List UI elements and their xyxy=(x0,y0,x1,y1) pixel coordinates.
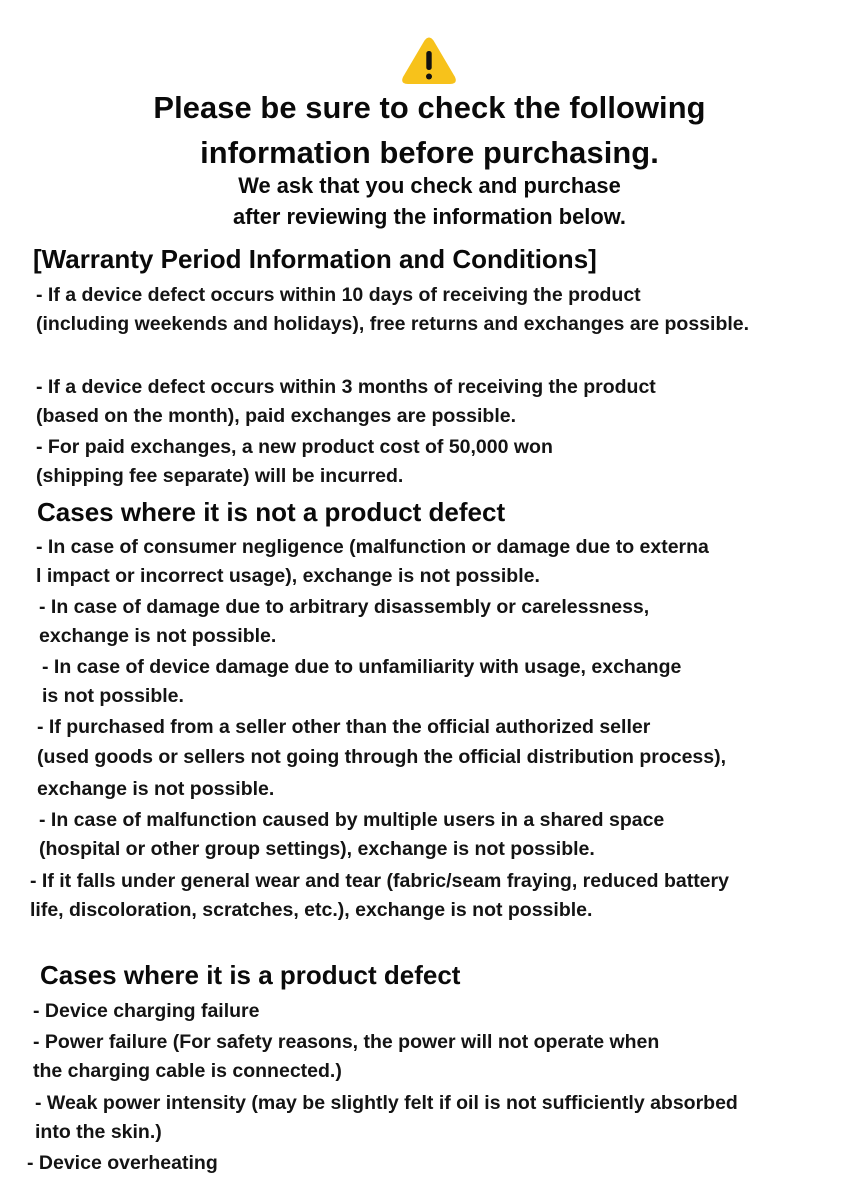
defect-line: - Weak power intensity (may be slightly felt if oil is not sufficiently absorbed xyxy=(35,1092,738,1114)
page-title-line-2: information before purchasing. xyxy=(200,135,659,170)
warranty-line: (based on the month), paid exchanges are possible. xyxy=(36,405,517,427)
page-subtitle-line-2: after reviewing the information below. xyxy=(233,204,626,229)
warranty-section-title: [Warranty Period Information and Conditions] xyxy=(33,244,597,274)
not-defect-line: - If purchased from a seller other than the official authorized seller xyxy=(37,716,651,738)
not-defect-line: l impact or incorrect usage), exchange is not possible. xyxy=(36,565,540,587)
warranty-line: - If a device defect occurs within 3 months of receiving the product xyxy=(36,376,656,398)
page-subtitle-line-1: We ask that you check and purchase xyxy=(238,173,621,198)
defect-line: the charging cable is connected.) xyxy=(33,1060,342,1082)
not-defect-line: (hospital or other group settings), exchange is not possible. xyxy=(39,838,595,860)
not-defect-line: - In case of damage due to arbitrary disassembly or carelessness, xyxy=(39,596,650,618)
defect-line: - Device charging failure xyxy=(33,1000,260,1022)
not-defect-line: is not possible. xyxy=(42,685,184,707)
not-defect-line: - In case of malfunction caused by multiple users in a shared space xyxy=(39,809,665,831)
not-defect-line: (used goods or sellers not going through the official distribution process), xyxy=(37,746,727,768)
warning-icon xyxy=(400,36,458,86)
not-defect-line: - If it falls under general wear and tear (fabric/seam fraying, reduced battery xyxy=(30,870,729,892)
warranty-line: (shipping fee separate) will be incurred. xyxy=(36,465,404,487)
warranty-line: - If a device defect occurs within 10 days of receiving the product xyxy=(36,284,641,306)
defect-line: into the skin.) xyxy=(35,1121,162,1143)
not-defect-line: - In case of consumer negligence (malfunction or damage due to externa xyxy=(36,536,709,558)
not-defect-line: life, discoloration, scratches, etc.), exchange is not possible. xyxy=(30,899,593,921)
page-title-line-1: Please be sure to check the following xyxy=(153,90,706,125)
defect-line: - Device overheating xyxy=(27,1152,218,1174)
defect-section-title: Cases where it is a product defect xyxy=(40,960,461,990)
not-defect-section-title: Cases where it is not a product defect xyxy=(37,497,506,527)
not-defect-line: - In case of device damage due to unfamiliarity with usage, exchange xyxy=(42,656,682,678)
defect-line: - Power failure (For safety reasons, the power will not operate when xyxy=(33,1031,660,1053)
not-defect-line: exchange is not possible. xyxy=(39,625,277,647)
not-defect-line: exchange is not possible. xyxy=(37,778,275,800)
warranty-line: - For paid exchanges, a new product cost of 50,000 won xyxy=(36,436,553,458)
warranty-line: (including weekends and holidays), free returns and exchanges are possible. xyxy=(36,313,750,335)
